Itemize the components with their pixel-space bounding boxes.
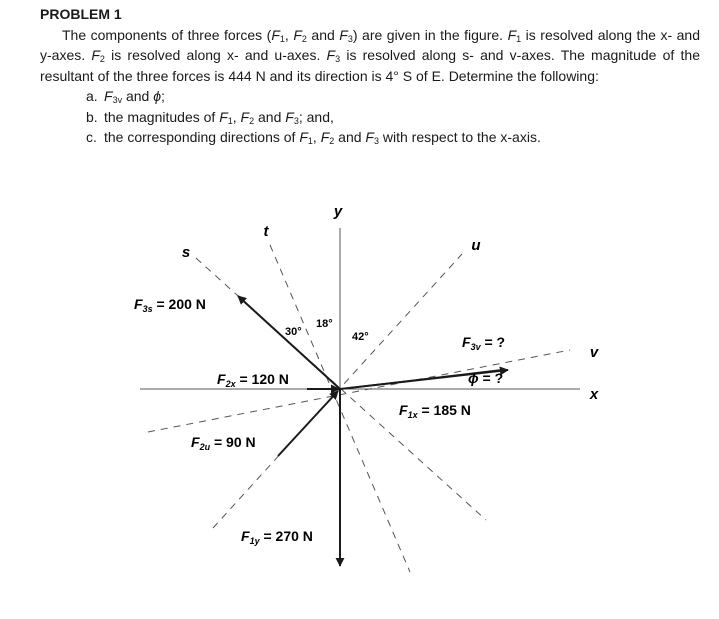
f2u-label: $F_{2u} = 90$ N (191, 434, 256, 452)
desc-part: is resolved along s- and v-axes. The magnitude of the resultant of the three forces is 444 N and its direction is 4° S of E. Determine the following: (40, 47, 700, 84)
semicolon: ; (161, 88, 165, 104)
f2u-arrow (278, 391, 338, 456)
comma: , (284, 26, 294, 43)
task-text: with respect to the x-axis. (379, 129, 541, 145)
sub-3v: 3v (112, 95, 123, 105)
and-word: and (122, 88, 154, 104)
sym-phi: ϕ (153, 88, 162, 104)
and-word: and (306, 26, 340, 43)
sub-1: 1 (279, 33, 285, 44)
sym-f: F (240, 108, 250, 125)
x-axis-label: x (589, 386, 599, 403)
sym-f: F (365, 129, 374, 145)
angle-30-label: 30° (285, 326, 302, 338)
angle-42-label: 42° (352, 331, 369, 343)
f3s-label: $F_{3s} = 200$ N (134, 296, 206, 314)
task-text: the magnitudes of (104, 108, 220, 125)
task-marker: c. (86, 129, 97, 145)
angle-18-label: 18° (316, 318, 333, 330)
sym-f: F (320, 129, 330, 145)
desc-part: is resolved along x- and u-axes. (104, 47, 327, 63)
desc-part: The components of three forces ( (62, 26, 272, 43)
sub-2: 2 (99, 54, 105, 64)
task-marker: a. (86, 88, 98, 104)
sub-3: 3 (335, 54, 341, 64)
s-axis-label: s (181, 244, 191, 261)
v-axis-line (148, 350, 570, 432)
sym-f: F (91, 47, 100, 63)
f3v-label: $F_{3v}$ = ? (462, 334, 506, 352)
comma: , (312, 129, 321, 145)
task-marker: b. (86, 108, 98, 125)
desc-part: is resolved along the x- and y-axes. (40, 26, 700, 63)
sym-f: F (293, 26, 302, 43)
f2x-label: $F_{2x} = 120$ N (217, 371, 289, 389)
sym-f: F (507, 26, 517, 43)
v-axis-label: v (589, 344, 599, 361)
sub-2: 2 (301, 33, 307, 44)
sub-2: 2 (329, 136, 335, 146)
sub-1: 1 (307, 136, 313, 146)
problem-title: PROBLEM 1 (40, 6, 122, 22)
phi-label: ϕ = ? (468, 370, 504, 386)
sym-f: F (326, 47, 336, 63)
sub-1: 1 (227, 115, 233, 126)
f1y-label: $F_{1y} = 270$ N (241, 528, 313, 546)
sub-2: 2 (249, 115, 255, 126)
sub-3: 3 (373, 136, 379, 146)
u-axis-label: u (471, 237, 481, 254)
desc-part: ) are given in the figure. (352, 26, 508, 43)
t-axis-label: t (263, 223, 269, 240)
task-text: the corresponding directions of (104, 129, 300, 145)
f1x-label: $F_{1x} = 185$ N (399, 402, 471, 420)
sub-3: 3 (293, 115, 299, 126)
sym-f: F (339, 26, 348, 43)
comma: , (232, 108, 241, 125)
sym-f: F (271, 26, 280, 43)
sym-f: F (299, 129, 308, 145)
sub-1: 1 (516, 33, 522, 44)
and-word: and (254, 108, 286, 125)
y-axis-label: y (333, 203, 343, 220)
sym-f: F (219, 108, 228, 125)
and-word: and (334, 129, 366, 145)
sym-f: F (104, 88, 113, 104)
sub-3: 3 (347, 33, 353, 44)
sym-f: F (285, 108, 294, 125)
task-text: ; and, (298, 108, 334, 125)
